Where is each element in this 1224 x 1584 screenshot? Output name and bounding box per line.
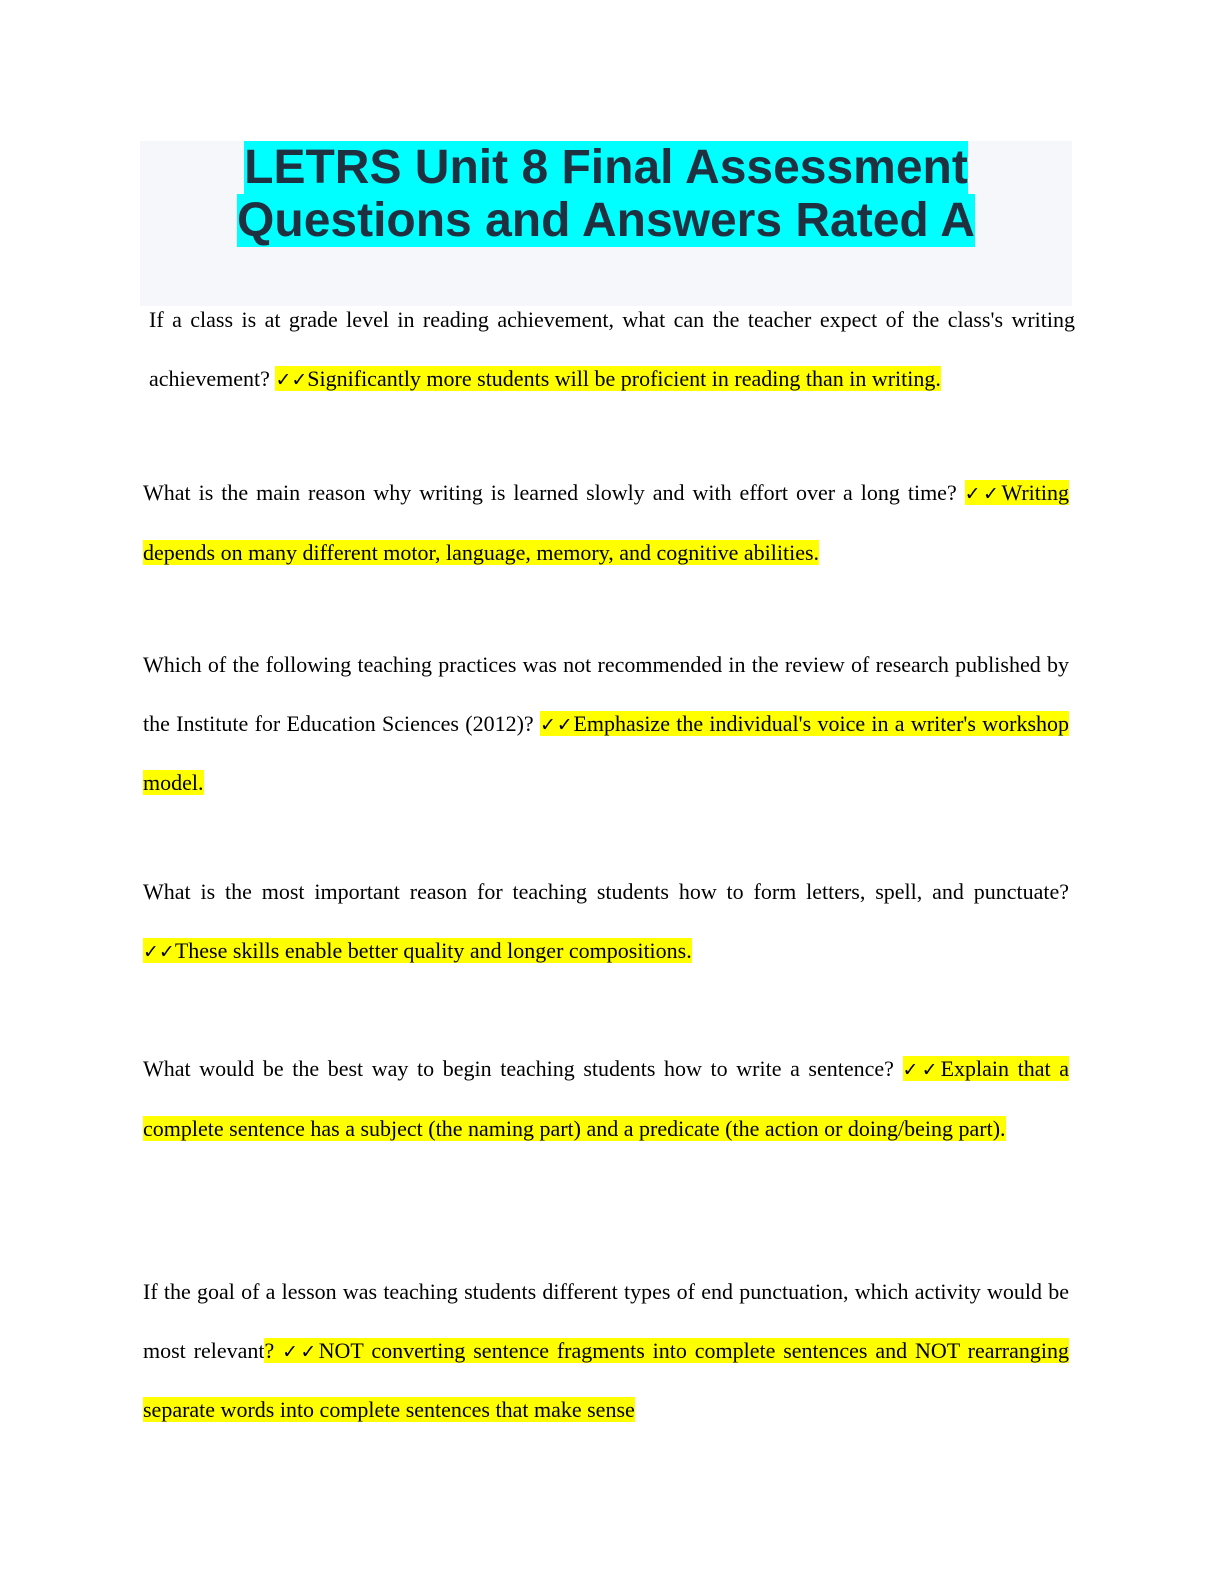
title-band: [140, 141, 1072, 306]
document-title: [140, 141, 1072, 247]
qa-item-1: [143, 291, 1075, 409]
question-text: What is the most important reason for teaching students how to form letters, spell, and punctuate?: [143, 879, 1069, 904]
answer-text: NOT converting sentence fragments into complete sentences and NOT rearranging separate words into complete sentences that make sense: [143, 1337, 1070, 1422]
qa-item-6: [143, 1263, 1069, 1440]
question-end: ?: [264, 1337, 283, 1363]
double-check-icon: ✓✓: [964, 483, 1002, 505]
title-line-2: Questions and Answers Rated A: [237, 194, 975, 247]
qa-item-3: [143, 636, 1069, 813]
title-line-1: LETRS Unit 8 Final Assessment: [244, 141, 968, 194]
qa-item-4: [143, 863, 1069, 981]
answer-highlight: [275, 366, 940, 391]
qa-item-5: [143, 1040, 1069, 1158]
double-check-icon: ✓✓: [282, 1340, 319, 1363]
answer-text: These skills enable better quality and longer compositions.: [174, 937, 692, 963]
question-text: If a class is at grade level in reading achievement, what can the teacher expect of the class's writing achievement?: [149, 307, 1075, 391]
double-check-icon: ✓✓: [902, 1059, 941, 1081]
double-check-icon: ✓✓: [540, 713, 574, 736]
question-text: What would be the best way to begin teaching students how to write a sentence?: [143, 1056, 903, 1081]
answer-text: Significantly more students will be proficient in reading than in writing.: [307, 365, 941, 391]
answer-highlight: [143, 938, 692, 963]
answer-text: Writing depends on many different motor, language, memory, and cognitive abilities.: [143, 480, 1069, 565]
question-text: What is the main reason why writing is learned slowly and with effort over a long time?: [143, 480, 965, 505]
question-text: Which of the following teaching practices was not recommended in the review of research published by the Institute for Education Sciences (2012)?: [143, 652, 1069, 736]
answer-text: Emphasize the individual's voice in a writer's workshop model.: [143, 710, 1069, 795]
answer-text: Explain that a complete sentence has a subject (the naming part) and a predicate (the action or doing/being part).: [143, 1056, 1070, 1141]
double-check-icon: ✓✓: [275, 368, 308, 391]
answer-highlight: [143, 1338, 1069, 1423]
double-check-icon: ✓✓: [143, 940, 175, 963]
question-text: If the goal of a lesson was teaching students different types of end punctuation, which activity would be most relevant: [143, 1279, 1069, 1363]
qa-item-2: [143, 464, 1069, 582]
